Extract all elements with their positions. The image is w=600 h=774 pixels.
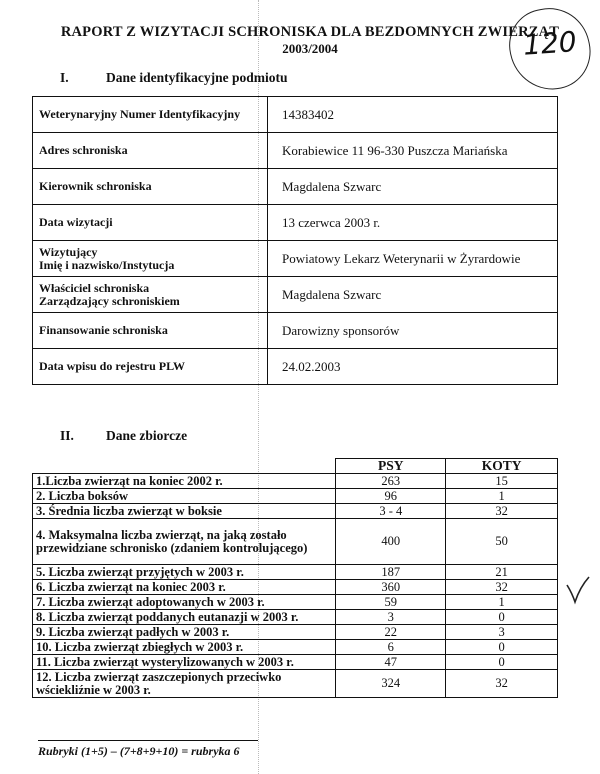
section-1-heading [60, 70, 288, 86]
id-row-label: Data wizytacji [33, 205, 268, 241]
id-row-label: Kierownik schroniska [33, 169, 268, 205]
summary-cats-value: 15 [446, 474, 558, 489]
id-row [33, 349, 558, 385]
summary-cats-value: 32 [446, 580, 558, 595]
summary-dogs-value: 96 [336, 489, 446, 504]
summary-dogs-value: 263 [336, 474, 446, 489]
summary-row [33, 610, 558, 625]
summary-row [33, 580, 558, 595]
id-row-value: Magdalena Szwarc [268, 277, 558, 313]
section-1-title: Dane identyfikacyjne podmiotu [106, 70, 288, 85]
id-row-value: 24.02.2003 [268, 349, 558, 385]
checkmark-icon [565, 575, 591, 605]
summary-row-label: 8. Liczba zwierząt poddanych eutanazji w 2003 r. [33, 610, 336, 625]
summary-cats-value: 3 [446, 625, 558, 640]
id-row-value: Magdalena Szwarc [268, 169, 558, 205]
summary-header-row [33, 459, 558, 474]
summary-dogs-value: 400 [336, 519, 446, 565]
summary-row [33, 595, 558, 610]
summary-row [33, 489, 558, 504]
summary-dogs-value: 47 [336, 655, 446, 670]
footnote: Rubryki (1+5) – (7+8+9+10) = rubryka 6 [38, 740, 258, 759]
summary-dogs-value: 3 - 4 [336, 504, 446, 519]
summary-cats-value: 21 [446, 565, 558, 580]
id-row [33, 97, 558, 133]
column-dogs: PSY [336, 459, 446, 474]
summary-cats-value: 0 [446, 610, 558, 625]
handwritten-number-circle [502, 1, 597, 98]
summary-dogs-value: 22 [336, 625, 446, 640]
summary-row-label: 12. Liczba zwierząt zaszczepionych przeciwko wściekliźnie w 2003 r. [33, 670, 336, 698]
summary-row-label: 9. Liczba zwierząt padłych w 2003 r. [33, 625, 336, 640]
id-row-label: Finansowanie schroniska [33, 313, 268, 349]
id-row-label: Weterynaryjny Numer Identyfikacyjny [33, 97, 268, 133]
section-2-number: II. [60, 428, 74, 443]
summary-table [32, 458, 558, 698]
id-row [33, 313, 558, 349]
id-row-value: Darowizny sponsorów [268, 313, 558, 349]
summary-dogs-value: 360 [336, 580, 446, 595]
id-row-label: Adres schroniska [33, 133, 268, 169]
summary-dogs-value: 59 [336, 595, 446, 610]
summary-row [33, 670, 558, 698]
summary-cats-value: 32 [446, 670, 558, 698]
column-cats: KOTY [446, 459, 558, 474]
id-row [33, 169, 558, 205]
summary-dogs-value: 6 [336, 640, 446, 655]
summary-header-empty [33, 459, 336, 474]
id-row-label: Data wpisu do rejestru PLW [33, 349, 268, 385]
summary-row-label: 6. Liczba zwierząt na koniec 2003 r. [33, 580, 336, 595]
summary-row [33, 519, 558, 565]
summary-cats-value: 1 [446, 489, 558, 504]
summary-row-label: 7. Liczba zwierząt adoptowanych w 2003 r. [33, 595, 336, 610]
summary-row [33, 474, 558, 489]
summary-dogs-value: 187 [336, 565, 446, 580]
id-row [33, 205, 558, 241]
section-2-title: Dane zbiorcze [106, 428, 188, 443]
id-row-label: Wizytujący Imię i nazwisko/Instytucja [33, 241, 268, 277]
summary-dogs-value: 3 [336, 610, 446, 625]
id-row-value: 13 czerwca 2003 r. [268, 205, 558, 241]
summary-row-label: 5. Liczba zwierząt przyjętych w 2003 r. [33, 565, 336, 580]
summary-row-label: 11. Liczba zwierząt wysterylizowanych w 2003 r. [33, 655, 336, 670]
summary-row-label: 10. Liczba zwierząt zbiegłych w 2003 r. [33, 640, 336, 655]
report-title: RAPORT Z WIZYTACJI SCHRONISKA DLA BEZDOMNYCH ZWIERZĄT [60, 24, 560, 40]
summary-dogs-value: 324 [336, 670, 446, 698]
id-row-value: 14383402 [268, 97, 558, 133]
report-year: 2003/2004 [282, 41, 338, 56]
id-row-label: Właściciel schroniska Zarządzający schroniskiem [33, 277, 268, 313]
id-row-value: Korabiewice 11 96-330 Puszcza Mariańska [268, 133, 558, 169]
summary-cats-value: 0 [446, 640, 558, 655]
identification-table [32, 96, 558, 385]
summary-row [33, 504, 558, 519]
summary-cats-value: 1 [446, 595, 558, 610]
id-row-value: Powiatowy Lekarz Weterynarii w Żyrardowie [268, 241, 558, 277]
handwritten-number: 120 [522, 25, 578, 62]
summary-cats-value: 50 [446, 519, 558, 565]
section-1-number: I. [60, 70, 69, 85]
summary-row-label: 3. Średnia liczba zwierząt w boksie [33, 504, 336, 519]
id-row [33, 277, 558, 313]
summary-row [33, 640, 558, 655]
summary-row-label: 4. Maksymalna liczba zwierząt, na jaką zostało przewidziane schronisko (zdaniem kontrolującego) [33, 519, 336, 565]
section-2-heading [60, 428, 187, 444]
summary-row [33, 565, 558, 580]
summary-row-label: 2. Liczba boksów [33, 489, 336, 504]
summary-row-label: 1.Liczba zwierząt na koniec 2002 r. [33, 474, 336, 489]
summary-cats-value: 32 [446, 504, 558, 519]
summary-row [33, 625, 558, 640]
summary-row [33, 655, 558, 670]
id-row [33, 133, 558, 169]
summary-cats-value: 0 [446, 655, 558, 670]
id-row [33, 241, 558, 277]
